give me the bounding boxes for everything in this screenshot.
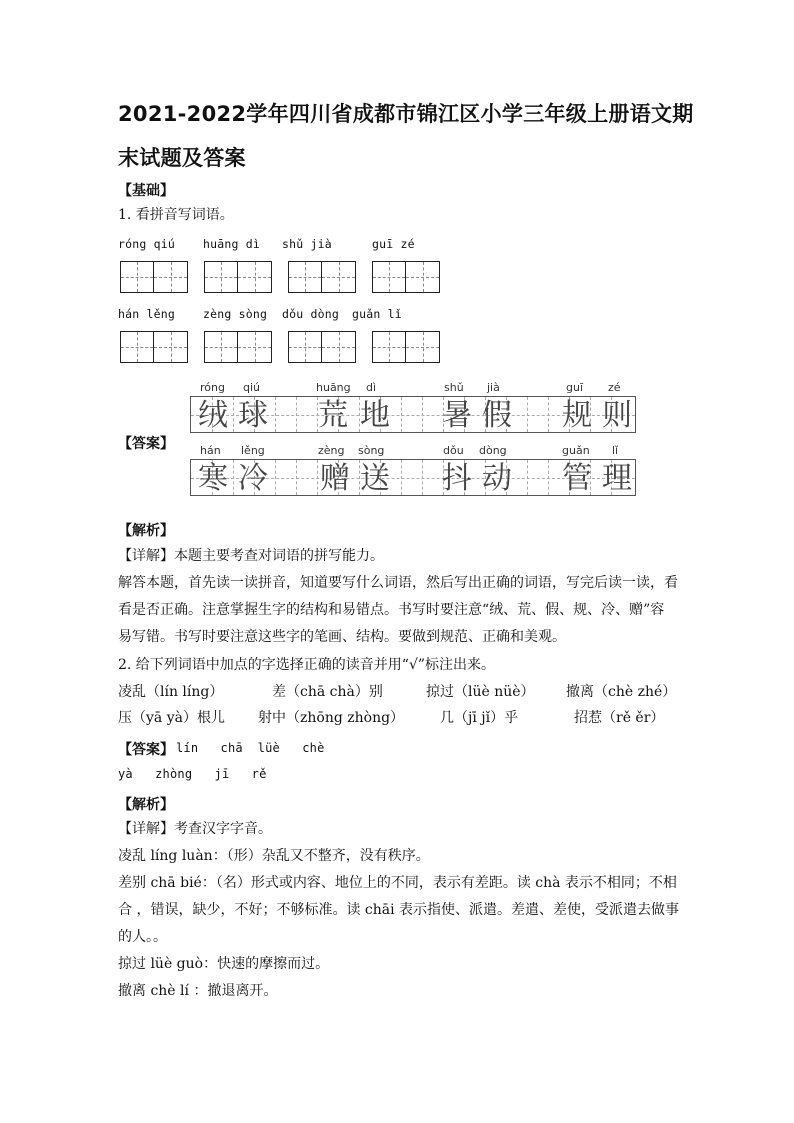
q2-line-1: 凌乱 líng luàn：（形）杂乱又不整齐，没有秩序。	[118, 848, 430, 864]
doc-title-line2: 末试题及答案	[118, 146, 246, 170]
answer-char: 冷	[238, 461, 268, 496]
q1-pinyin-5: hán lěng	[118, 307, 175, 321]
ans-py: sòng	[358, 444, 385, 457]
ans-py: guǎn	[562, 444, 590, 457]
q1-para-2: 看是否正确。注意掌握生字的结构和易错点。书写时要注意“绒、荒、假、规、冷、赠”容	[118, 602, 665, 618]
q2-analysis-label: 【解析】	[118, 797, 174, 813]
section-basic: 【基础】	[118, 183, 174, 199]
writing-grid[interactable]	[120, 261, 188, 293]
q2-answer-1: lín chā lüè chè	[176, 741, 325, 755]
ans-py: shǔ	[444, 381, 464, 394]
answer-char: 管	[562, 461, 592, 496]
ans-py: zé	[608, 381, 621, 394]
ans-py: qiú	[243, 381, 261, 394]
q1-pinyin-6: zèng sòng	[203, 307, 268, 321]
answer-strip-2	[190, 459, 636, 496]
ans-py: hán	[200, 444, 221, 457]
q1-pinyin-2: huāng dì	[203, 237, 260, 251]
ans-py: zèng	[318, 444, 345, 457]
writing-grid[interactable]	[288, 261, 356, 293]
writing-grid[interactable]	[204, 261, 272, 293]
answer-char: 绒	[198, 398, 228, 433]
q1-para-3: 易写错。书写时要注意这些字的笔画、结构。要做到规范、正确和美观。	[118, 629, 566, 645]
answer-char: 抖	[442, 461, 472, 496]
q1-pinyin-4: guī zé	[372, 237, 415, 251]
ans-py: róng	[200, 381, 225, 394]
ans-py: dì	[366, 381, 377, 394]
q2-item: 射中（zhōng zhòng）	[258, 710, 405, 726]
q2-answer-label: 【答案】	[118, 742, 174, 758]
ans-py: jià	[487, 381, 500, 394]
q1-analysis-label: 【解析】	[118, 523, 174, 539]
answer-char: 规	[562, 398, 592, 433]
q2-item: 凌乱（lín líng）	[118, 684, 224, 700]
q1-para-1: 解答本题，首先读一读拼音，知道要写什么词语，然后写出正确的词语，写完后读一读，看	[118, 575, 678, 591]
q1-pinyin-1: róng qiú	[118, 237, 175, 251]
ans-py: guī	[566, 381, 584, 394]
answer-char: 理	[602, 461, 632, 496]
writing-grid[interactable]	[120, 331, 188, 363]
q1-pinyin-8: guǎn lǐ	[352, 307, 402, 321]
q1-detail: 【详解】本题主要考查对词语的拼写能力。	[118, 548, 384, 564]
q2-prompt: 2. 给下列词语中加点的字选择正确的读音并用“√”标注出来。	[118, 657, 496, 673]
q2-item: 几（jī jǐ）乎	[440, 710, 519, 726]
q2-item: 差（chā chà）别	[272, 684, 383, 700]
q2-item: 压（yā yà）根儿	[118, 710, 225, 726]
answer-char: 动	[482, 461, 512, 496]
q2-item: 撤离（chè zhé）	[566, 684, 677, 700]
answer-char: 则	[602, 398, 632, 433]
q2-detail: 【详解】考查汉字字音。	[118, 821, 272, 837]
answer-char: 赠	[320, 461, 350, 496]
answer-char: 球	[238, 398, 268, 433]
answer-strip-1	[190, 396, 636, 433]
q2-line-6: 撤离 chè lí ：撤退离开。	[118, 983, 278, 999]
writing-grid[interactable]	[204, 331, 272, 363]
q2-answer-2: yà zhòng jī rě	[118, 767, 267, 781]
answer-char: 假	[482, 398, 512, 433]
answer-char: 暑	[442, 398, 472, 433]
q1-answer-label: 【答案】	[118, 436, 174, 452]
q1-prompt: 1. 看拼音写词语。	[118, 207, 234, 223]
doc-title-line1: 2021-2022学年四川省成都市锦江区小学三年级上册语文期	[118, 102, 694, 126]
q2-item: 招惹（rě ěr）	[574, 710, 665, 726]
ans-py: lěng	[241, 444, 265, 457]
writing-grid[interactable]	[372, 261, 440, 293]
q2-line-2: 差别 chā bié：（名）形式或内容、地位上的不同，表示有差距。读 chà 表示不相同；不相	[118, 875, 677, 891]
answer-char: 地	[360, 398, 390, 433]
q1-pinyin-3: shǔ jià	[282, 237, 332, 251]
q2-line-5: 掠过 lüè guò：快速的摩擦而过。	[118, 956, 330, 972]
q2-item: 掠过（lüè nüè）	[426, 684, 535, 700]
q2-line-3: 合 ，错误，缺少，不好；不够标准。读 chāi 表示指使、派遣。差遣、差使，受派遣去做事	[118, 902, 680, 918]
answer-char: 送	[360, 461, 390, 496]
answer-char: 寒	[198, 461, 228, 496]
ans-py: dǒu	[443, 444, 464, 457]
answer-char: 荒	[318, 398, 348, 433]
ans-py: dòng	[479, 444, 507, 457]
writing-grid[interactable]	[372, 331, 440, 363]
q1-pinyin-7: dǒu dòng	[282, 307, 339, 321]
q2-line-4: 的人。。	[118, 929, 167, 945]
writing-grid[interactable]	[288, 331, 356, 363]
ans-py: lǐ	[612, 444, 619, 457]
ans-py: huāng	[316, 381, 351, 394]
